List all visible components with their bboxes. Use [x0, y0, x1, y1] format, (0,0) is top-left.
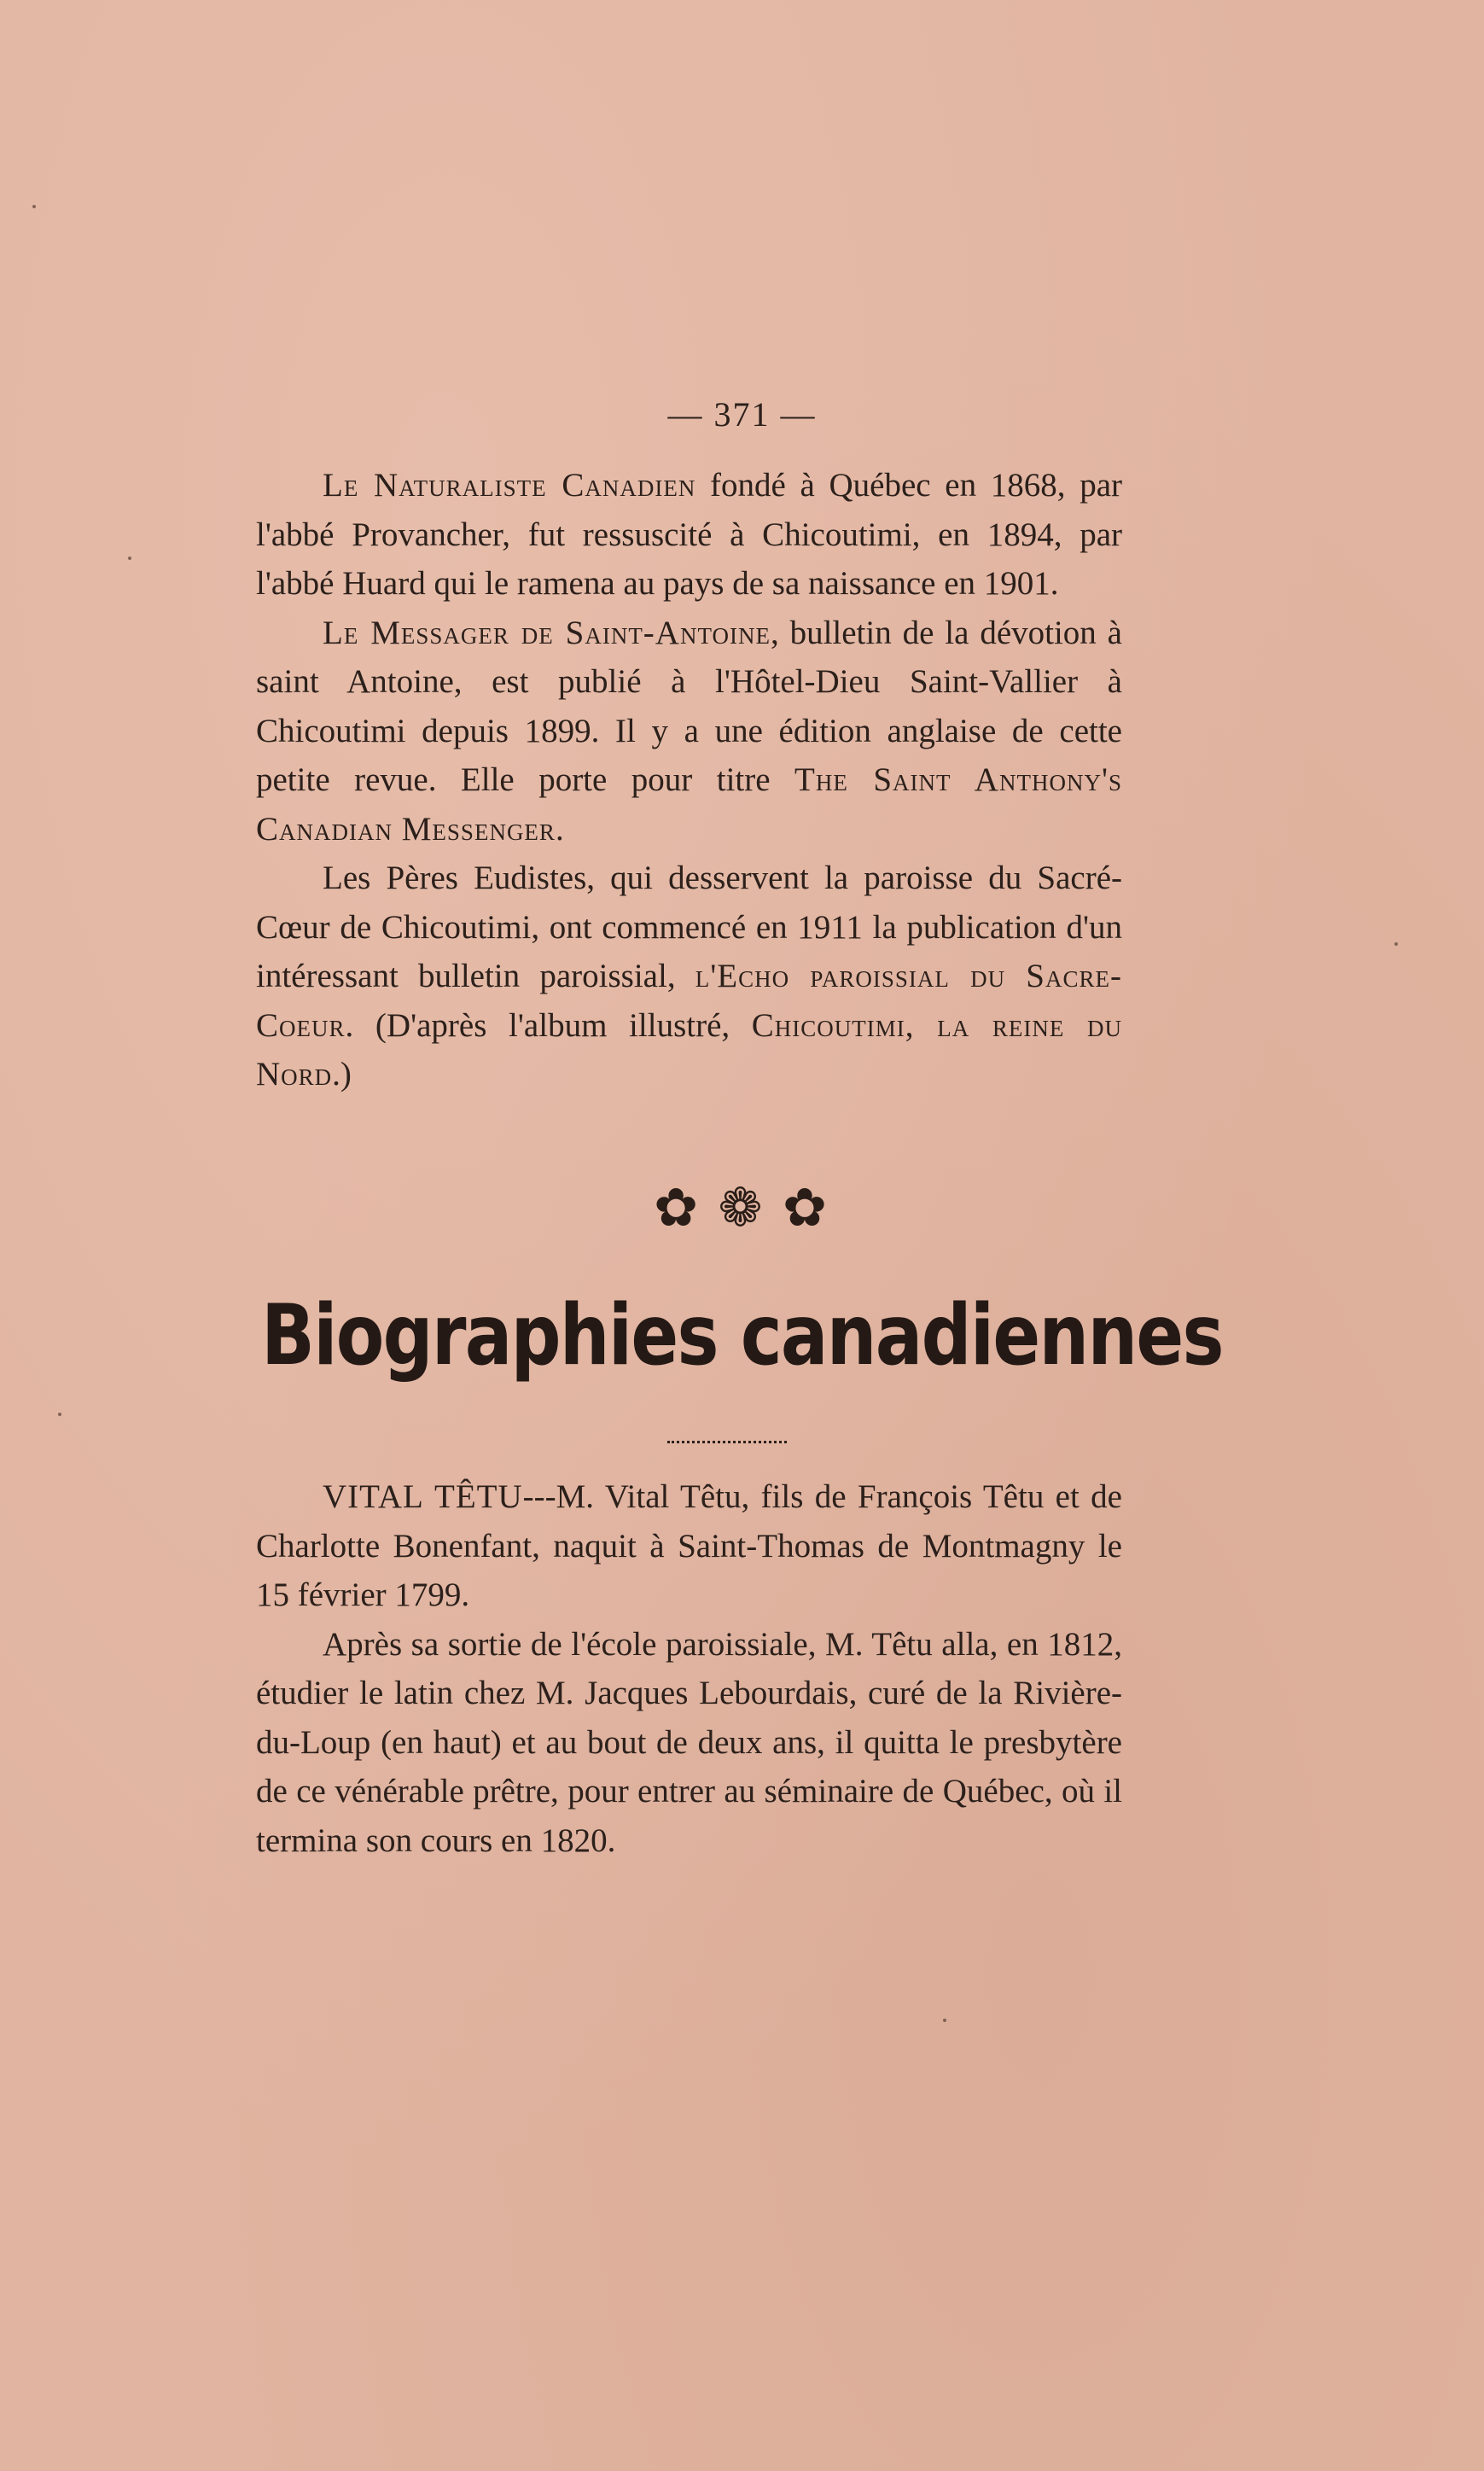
paper-speck — [128, 557, 131, 560]
journal-title: Le Messager de Saint-Antoine — [323, 614, 771, 651]
title-divider — [667, 1441, 787, 1443]
top-text-section — [256, 461, 1122, 1099]
paper-speck — [58, 1413, 61, 1416]
paper-speck — [943, 2019, 946, 2022]
paragraph-text: Après sa sortie de l'école paroissiale, M. Têtu alla, en 1812, étudier le latin chez M. Jacques Lebourdais, curé de la Rivière-du-Loup (en haut) et au bout de deux ans, il quitta le presbytère de ce vénérable prêtre, pour entrer au séminaire de Québec, où il termina son cours en 1820. — [256, 1625, 1122, 1859]
paper-speck — [1394, 942, 1398, 946]
paragraph-text: fondé à Québec en 1868, par l'abbé Provancher, fut ressuscité à Chicoutimi, en 1894, par l'abbé Huard qui le ramena au pays de sa naissance en 1901. — [256, 467, 1122, 602]
journal-title: Le Naturaliste Canadien — [323, 467, 696, 504]
bulletin-title: l'Echo paroissial du Sacre-Coeur — [256, 958, 1122, 1044]
paragraph-messager — [256, 609, 1122, 854]
paragraph-vital-tetu-education — [256, 1620, 1122, 1866]
paper-speck — [32, 205, 36, 208]
paragraph-naturaliste — [256, 461, 1122, 609]
journal-title-english: The Saint Anthony's Canadian Messenger — [256, 761, 1122, 848]
paragraph-eudistes — [256, 854, 1122, 1099]
biography-section — [256, 1472, 1122, 1865]
biography-name: VITAL TÊTU — [323, 1478, 523, 1515]
paragraph-vital-tetu-intro — [256, 1472, 1122, 1620]
fleuron-ornament: ✿ ❁ ✿ — [654, 1180, 830, 1238]
paragraph-text: Les Pères Eudistes, qui desservent la paroisse du Sacré-Cœur de Chicoutimi, ont commencé en 1911 la publication d'un intéressant bulletin paroissial, — [256, 860, 1122, 994]
section-title: Biographies canadiennes — [261, 1287, 1223, 1384]
paragraph-text: . — [555, 810, 564, 848]
paragraph-text: ---M. Vital Têtu, fils de François Têtu et de Charlotte Bonenfant, naquit à Saint-Thomas de Montmagny le 15 février 1799. — [256, 1478, 1122, 1613]
paragraph-text: . (D'après l'album illustré, — [345, 1006, 752, 1044]
paragraph-text: .) — [332, 1056, 352, 1093]
paragraph-text: , bulletin de la dévotion à saint Antoine, est publié à l'Hôtel-Dieu Saint-Vallier à Chicoutimi depuis 1899. Il y a une édition anglaise de cette petite revue. Elle porte pour titre — [256, 614, 1122, 798]
album-title: Chicoutimi, la reine du Nord — [256, 1006, 1122, 1093]
page-number: — 371 — — [667, 395, 817, 434]
